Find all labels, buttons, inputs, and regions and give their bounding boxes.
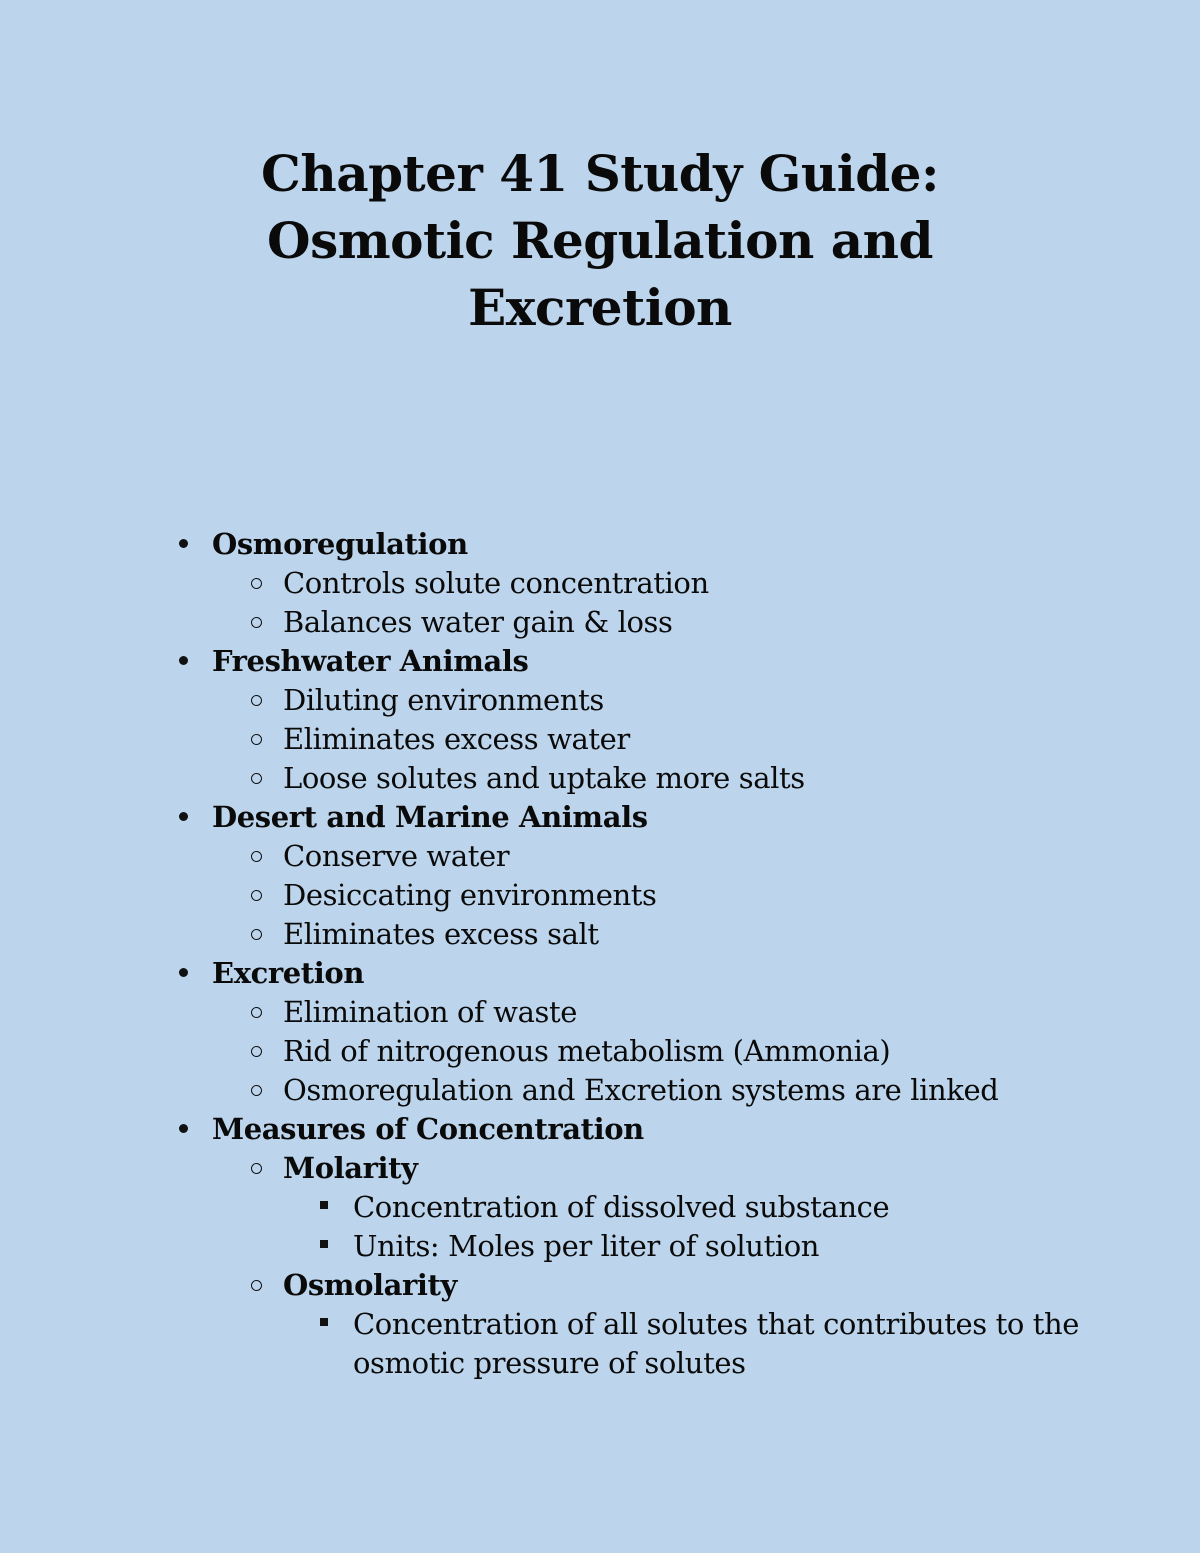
bullet-disc-icon — [173, 954, 193, 993]
title-line-2: Osmotic Regulation and — [267, 211, 933, 270]
bullet-disc-icon — [173, 798, 193, 837]
bullet-circle-icon — [246, 1266, 266, 1305]
list-item: Concentration of dissolved substance — [0, 1188, 1200, 1227]
bullet-circle-icon — [246, 720, 266, 759]
list-item: Conserve water — [0, 837, 1200, 876]
outline-heading-osmoregulation: Osmoregulation — [0, 525, 1200, 564]
list-item: Diluting environments — [0, 681, 1200, 720]
bullet-circle-icon — [246, 876, 266, 915]
outline-heading-excretion: Excretion — [0, 954, 1200, 993]
subheading-osmolarity: Osmolarity — [0, 1266, 1200, 1305]
bullet-circle-icon — [246, 1149, 266, 1188]
title-line-3: Excretion — [468, 278, 732, 337]
list-item: Rid of nitrogenous metabolism (Ammonia) — [0, 1032, 1200, 1071]
bullet-circle-icon — [246, 1032, 266, 1071]
subheading-molarity: Molarity — [0, 1149, 1200, 1188]
bullet-circle-icon — [246, 603, 266, 642]
list-item: Desiccating environments — [0, 876, 1200, 915]
list-item-continuation: osmotic pressure of solutes — [353, 1346, 746, 1380]
list-item: Balances water gain & loss — [0, 603, 1200, 642]
bullet-circle-icon — [246, 915, 266, 954]
list-item: Controls solute concentration — [0, 564, 1200, 603]
bullet-circle-icon — [246, 681, 266, 720]
bullet-square-icon — [314, 1305, 334, 1344]
bullet-square-icon — [314, 1227, 334, 1266]
title-line-1: Chapter 41 Study Guide: — [261, 144, 939, 203]
outline-heading-desert-marine-animals: Desert and Marine Animals — [0, 798, 1200, 837]
list-item: Units: Moles per liter of solution — [0, 1227, 1200, 1266]
bullet-circle-icon — [246, 564, 266, 603]
page-title — [150, 140, 1050, 341]
bullet-square-icon — [314, 1188, 334, 1227]
list-item: Eliminates excess salt — [0, 915, 1200, 954]
bullet-circle-icon — [246, 759, 266, 798]
bullet-circle-icon — [246, 837, 266, 876]
bullet-disc-icon — [173, 1110, 193, 1149]
list-item: Concentration of all solutes that contributes to the — [0, 1305, 1200, 1344]
bullet-disc-icon — [173, 642, 193, 681]
list-item: Osmoregulation and Excretion systems are linked — [0, 1071, 1200, 1110]
bullet-circle-icon — [246, 993, 266, 1032]
list-item: Eliminates excess water — [0, 720, 1200, 759]
outline-heading-measures-of-concentration: Measures of Concentration — [0, 1110, 1200, 1149]
list-item: Elimination of waste — [0, 993, 1200, 1032]
bullet-disc-icon — [173, 525, 193, 564]
outline-heading-freshwater-animals: Freshwater Animals — [0, 642, 1200, 681]
bullet-circle-icon — [246, 1071, 266, 1110]
list-item: Loose solutes and uptake more salts — [0, 759, 1200, 798]
outline-list — [0, 525, 1200, 1382]
